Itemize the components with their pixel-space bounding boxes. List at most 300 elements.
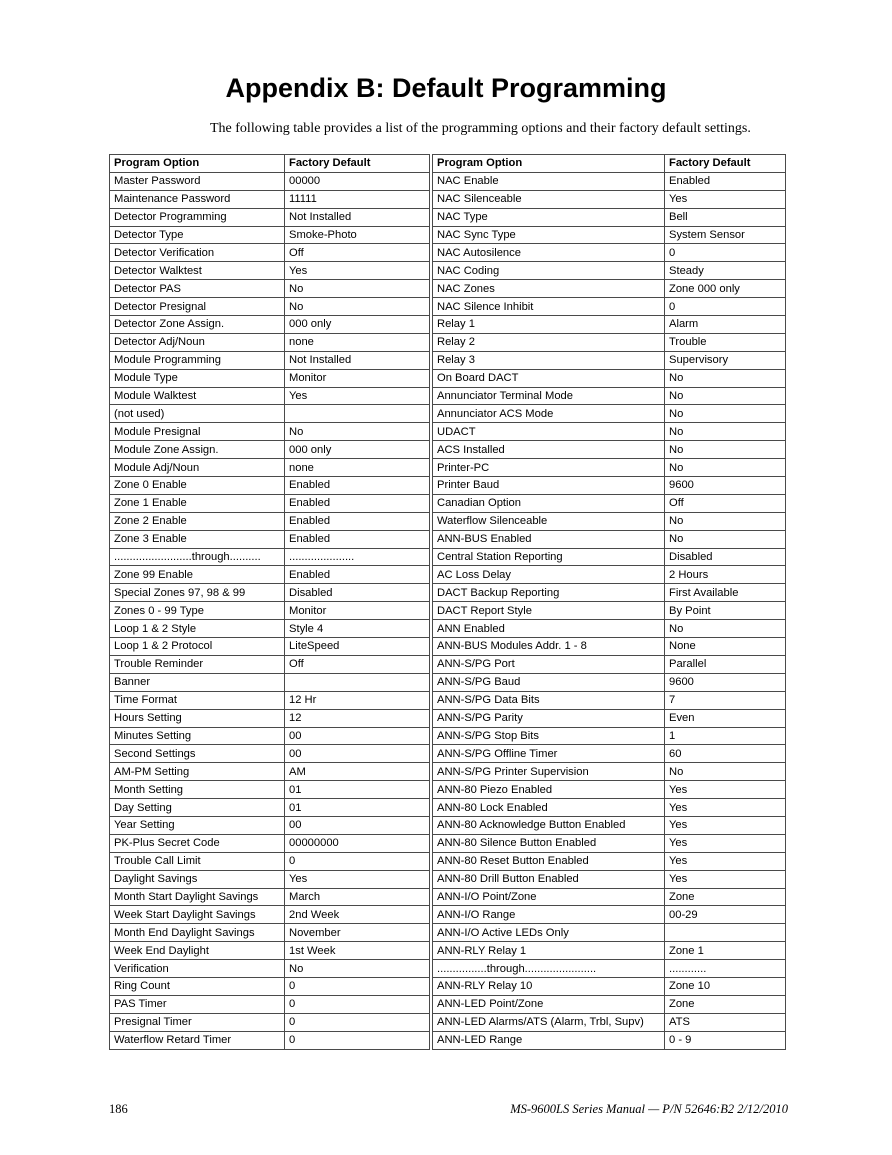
factory-default-cell: Yes (665, 816, 786, 834)
table-row (433, 1013, 786, 1031)
table-row (433, 566, 786, 584)
program-option-cell: ANN-I/O Active LEDs Only (433, 924, 665, 942)
program-option-cell: Relay 2 (433, 333, 665, 351)
factory-default-cell: None (665, 638, 786, 656)
factory-default-cell: Yes (285, 262, 430, 280)
factory-default-cell: 00 (285, 745, 430, 763)
table-row (110, 280, 430, 298)
program-option-cell: NAC Autosilence (433, 244, 665, 262)
table-header-row (433, 155, 786, 173)
program-option-cell: Daylight Savings (110, 870, 285, 888)
table-row (110, 745, 430, 763)
factory-default-cell: 9600 (665, 477, 786, 495)
program-option-cell: NAC Type (433, 208, 665, 226)
factory-default-cell: 1 (665, 727, 786, 745)
factory-default-cell: none (285, 459, 430, 477)
program-option-cell: UDACT (433, 423, 665, 441)
table-row (110, 512, 430, 530)
table-row (110, 655, 430, 673)
factory-default-cell: Enabled (285, 494, 430, 512)
program-option-cell: ANN-I/O Range (433, 906, 665, 924)
program-option-cell: ANN-S/PG Baud (433, 673, 665, 691)
program-option-cell: Month Setting (110, 781, 285, 799)
table-row (110, 924, 430, 942)
table-row (433, 709, 786, 727)
table-row (433, 405, 786, 423)
factory-default-cell: 11111 (285, 190, 430, 208)
program-option-cell: ANN-S/PG Stop Bits (433, 727, 665, 745)
program-option-cell: NAC Silenceable (433, 190, 665, 208)
table-row (110, 781, 430, 799)
factory-default-cell: 00 (285, 727, 430, 745)
factory-default-cell: 2nd Week (285, 906, 430, 924)
table-row (110, 709, 430, 727)
table-row (433, 673, 786, 691)
column-header-option: Program Option (110, 155, 285, 173)
factory-default-cell (665, 924, 786, 942)
table-row (110, 548, 430, 566)
default-programming-tables (109, 154, 785, 1049)
program-option-cell: NAC Enable (433, 172, 665, 190)
factory-default-cell: No (665, 441, 786, 459)
table-row (110, 244, 430, 262)
program-option-cell: Waterflow Silenceable (433, 512, 665, 530)
program-option-cell: Month End Daylight Savings (110, 924, 285, 942)
program-option-cell: Week Start Daylight Savings (110, 906, 285, 924)
table-row (433, 459, 786, 477)
table-row (110, 1013, 430, 1031)
factory-default-cell: Yes (285, 870, 430, 888)
table-row (110, 459, 430, 477)
factory-default-cell: No (665, 530, 786, 548)
program-option-cell: ANN-I/O Point/Zone (433, 888, 665, 906)
program-option-cell: Zone 99 Enable (110, 566, 285, 584)
program-option-cell: Month Start Daylight Savings (110, 888, 285, 906)
table-row (433, 316, 786, 334)
factory-default-cell: Even (665, 709, 786, 727)
program-option-cell: Second Settings (110, 745, 285, 763)
program-option-cell: ANN-80 Drill Button Enabled (433, 870, 665, 888)
program-option-cell: Week End Daylight (110, 942, 285, 960)
factory-default-cell: 00-29 (665, 906, 786, 924)
program-option-cell: ANN-BUS Modules Addr. 1 - 8 (433, 638, 665, 656)
factory-default-cell: Alarm (665, 316, 786, 334)
table-row (433, 977, 786, 995)
factory-default-cell: 0 (665, 298, 786, 316)
program-option-cell: ANN-RLY Relay 1 (433, 942, 665, 960)
program-option-cell: ANN-S/PG Parity (433, 709, 665, 727)
table-row (110, 494, 430, 512)
defaults-table-right (432, 154, 786, 1050)
factory-default-cell: No (665, 459, 786, 477)
table-row (433, 548, 786, 566)
table-row (433, 423, 786, 441)
factory-default-cell: Enabled (285, 530, 430, 548)
table-row (433, 584, 786, 602)
table-row (110, 584, 430, 602)
table-row (433, 799, 786, 817)
factory-default-cell: Yes (665, 870, 786, 888)
factory-default-cell: Off (665, 494, 786, 512)
program-option-cell: Trouble Reminder (110, 655, 285, 673)
table-row (433, 924, 786, 942)
table-row (433, 369, 786, 387)
table-row (433, 691, 786, 709)
factory-default-cell: Disabled (285, 584, 430, 602)
program-option-cell: Central Station Reporting (433, 548, 665, 566)
factory-default-cell: First Available (665, 584, 786, 602)
table-row (433, 512, 786, 530)
table-row (433, 280, 786, 298)
table-row (110, 316, 430, 334)
factory-default-cell: Monitor (285, 602, 430, 620)
program-option-cell: ANN-80 Acknowledge Button Enabled (433, 816, 665, 834)
program-option-cell: Ring Count (110, 977, 285, 995)
factory-default-cell: 00 (285, 816, 430, 834)
factory-default-cell: Off (285, 244, 430, 262)
factory-default-cell: 7 (665, 691, 786, 709)
table-row (110, 799, 430, 817)
table-row (433, 172, 786, 190)
table-row (433, 995, 786, 1013)
program-option-cell: ANN-S/PG Port (433, 655, 665, 673)
factory-default-cell: Yes (665, 834, 786, 852)
factory-default-cell: 0 (285, 1013, 430, 1031)
program-option-cell: Module Programming (110, 351, 285, 369)
factory-default-cell: 00000 (285, 172, 430, 190)
factory-default-cell: Yes (665, 190, 786, 208)
program-option-cell: ANN-LED Point/Zone (433, 995, 665, 1013)
program-option-cell: AM-PM Setting (110, 763, 285, 781)
table-row (110, 977, 430, 995)
factory-default-cell: November (285, 924, 430, 942)
table-row (110, 763, 430, 781)
factory-default-cell: AM (285, 763, 430, 781)
factory-default-cell: Enabled (665, 172, 786, 190)
factory-default-cell: Enabled (285, 566, 430, 584)
table-row (433, 745, 786, 763)
program-option-cell: Loop 1 & 2 Protocol (110, 638, 285, 656)
table-row (433, 870, 786, 888)
factory-default-cell: Disabled (665, 548, 786, 566)
program-option-cell: Trouble Call Limit (110, 852, 285, 870)
factory-default-cell: 12 (285, 709, 430, 727)
program-option-cell: AC Loss Delay (433, 566, 665, 584)
factory-default-cell: 0 - 9 (665, 1031, 786, 1049)
factory-default-cell: No (665, 369, 786, 387)
program-option-cell: Module Adj/Noun (110, 459, 285, 477)
factory-default-cell: ATS (665, 1013, 786, 1031)
table-row (433, 298, 786, 316)
table-row (110, 423, 430, 441)
program-option-cell: Detector Zone Assign. (110, 316, 285, 334)
program-option-cell: ACS Installed (433, 441, 665, 459)
table-row (433, 763, 786, 781)
program-option-cell: DACT Report Style (433, 602, 665, 620)
factory-default-cell: ..................... (285, 548, 430, 566)
table-row (433, 262, 786, 280)
factory-default-cell: Smoke-Photo (285, 226, 430, 244)
program-option-cell: PK-Plus Secret Code (110, 834, 285, 852)
factory-default-cell: LiteSpeed (285, 638, 430, 656)
column-header-default: Factory Default (665, 155, 786, 173)
program-option-cell: ................through....................... (433, 960, 665, 978)
factory-default-cell: Trouble (665, 333, 786, 351)
table-row (110, 673, 430, 691)
table-row (433, 781, 786, 799)
table-row (433, 494, 786, 512)
table-row (110, 870, 430, 888)
program-option-cell: Module Zone Assign. (110, 441, 285, 459)
table-row (110, 852, 430, 870)
program-option-cell: PAS Timer (110, 995, 285, 1013)
program-option-cell: Minutes Setting (110, 727, 285, 745)
table-row (433, 333, 786, 351)
table-row (110, 298, 430, 316)
table-row (110, 441, 430, 459)
factory-default-cell: By Point (665, 602, 786, 620)
program-option-cell: Module Walktest (110, 387, 285, 405)
program-option-cell: ANN-LED Alarms/ATS (Alarm, Trbl, Supv) (433, 1013, 665, 1031)
program-option-cell: ANN-S/PG Printer Supervision (433, 763, 665, 781)
program-option-cell: Canadian Option (433, 494, 665, 512)
factory-default-cell: 9600 (665, 673, 786, 691)
program-option-cell: Presignal Timer (110, 1013, 285, 1031)
factory-default-cell: No (285, 298, 430, 316)
program-option-cell: Zones 0 - 99 Type (110, 602, 285, 620)
table-row (110, 333, 430, 351)
factory-default-cell: Zone (665, 888, 786, 906)
table-row (433, 834, 786, 852)
program-option-cell: Printer-PC (433, 459, 665, 477)
program-option-cell: ANN-80 Lock Enabled (433, 799, 665, 817)
program-option-cell: Annunciator Terminal Mode (433, 387, 665, 405)
program-option-cell: Zone 0 Enable (110, 477, 285, 495)
table-row (110, 816, 430, 834)
table-row (110, 208, 430, 226)
table-row (433, 852, 786, 870)
program-option-cell: .........................through.......... (110, 548, 285, 566)
factory-default-cell: No (285, 423, 430, 441)
factory-default-cell: 000 only (285, 316, 430, 334)
program-option-cell: Relay 3 (433, 351, 665, 369)
table-row (110, 405, 430, 423)
factory-default-cell (285, 405, 430, 423)
program-option-cell: ANN-BUS Enabled (433, 530, 665, 548)
factory-default-cell: 000 only (285, 441, 430, 459)
program-option-cell: ANN-80 Piezo Enabled (433, 781, 665, 799)
program-option-cell: Loop 1 & 2 Style (110, 620, 285, 638)
factory-default-cell: Supervisory (665, 351, 786, 369)
defaults-table-left (109, 154, 430, 1050)
program-option-cell: NAC Sync Type (433, 226, 665, 244)
program-option-cell: Special Zones 97, 98 & 99 (110, 584, 285, 602)
factory-default-cell: 00000000 (285, 834, 430, 852)
program-option-cell: Verification (110, 960, 285, 978)
table-row (110, 727, 430, 745)
program-option-cell: Detector Presignal (110, 298, 285, 316)
program-option-cell: Annunciator ACS Mode (433, 405, 665, 423)
factory-default-cell: Monitor (285, 369, 430, 387)
factory-default-cell: No (665, 512, 786, 530)
factory-default-cell: 01 (285, 781, 430, 799)
program-option-cell: ANN-S/PG Offline Timer (433, 745, 665, 763)
table-row (110, 691, 430, 709)
program-option-cell: Master Password (110, 172, 285, 190)
factory-default-cell: none (285, 333, 430, 351)
intro-paragraph: The following table provides a list of the programming options and their factory default settings. (210, 121, 751, 136)
factory-default-cell: 0 (285, 977, 430, 995)
table-row (110, 351, 430, 369)
table-row (433, 351, 786, 369)
table-row (110, 530, 430, 548)
program-option-cell: Detector Programming (110, 208, 285, 226)
factory-default-cell: Zone 1 (665, 942, 786, 960)
program-option-cell: NAC Silence Inhibit (433, 298, 665, 316)
program-option-cell: ANN Enabled (433, 620, 665, 638)
table-row (433, 387, 786, 405)
program-option-cell: Zone 2 Enable (110, 512, 285, 530)
factory-default-cell: Parallel (665, 655, 786, 673)
page-title: Appendix B: Default Programming (225, 73, 667, 103)
factory-default-cell: Yes (665, 799, 786, 817)
table-row (433, 226, 786, 244)
table-row (433, 244, 786, 262)
table-header-row (110, 155, 430, 173)
program-option-cell: Detector Verification (110, 244, 285, 262)
factory-default-cell: Not Installed (285, 208, 430, 226)
table-row (110, 477, 430, 495)
table-row (110, 906, 430, 924)
program-option-cell: Zone 1 Enable (110, 494, 285, 512)
program-option-cell: (not used) (110, 405, 285, 423)
factory-default-cell: Yes (665, 852, 786, 870)
factory-default-cell: 0 (665, 244, 786, 262)
factory-default-cell: No (665, 423, 786, 441)
table-row (433, 655, 786, 673)
column-header-option: Program Option (433, 155, 665, 173)
factory-default-cell: Zone 000 only (665, 280, 786, 298)
factory-default-cell: System Sensor (665, 226, 786, 244)
factory-default-cell: No (285, 960, 430, 978)
factory-default-cell: 60 (665, 745, 786, 763)
table-row (110, 995, 430, 1013)
table-row (433, 906, 786, 924)
factory-default-cell: 0 (285, 1031, 430, 1049)
table-row (433, 530, 786, 548)
program-option-cell: NAC Coding (433, 262, 665, 280)
factory-default-cell: 2 Hours (665, 566, 786, 584)
factory-default-cell: Yes (285, 387, 430, 405)
program-option-cell: DACT Backup Reporting (433, 584, 665, 602)
table-row (433, 727, 786, 745)
program-option-cell: ANN-80 Reset Button Enabled (433, 852, 665, 870)
program-option-cell: ANN-80 Silence Button Enabled (433, 834, 665, 852)
factory-default-cell: ............ (665, 960, 786, 978)
table-row (110, 190, 430, 208)
table-row (433, 190, 786, 208)
program-option-cell: Year Setting (110, 816, 285, 834)
program-option-cell: Printer Baud (433, 477, 665, 495)
table-row (433, 816, 786, 834)
factory-default-cell (285, 673, 430, 691)
program-option-cell: NAC Zones (433, 280, 665, 298)
table-row (433, 208, 786, 226)
table-row (433, 942, 786, 960)
document-reference: MS-9600LS Series Manual — P/N 52646:B2 2/12/2010 (510, 1102, 788, 1116)
table-row (433, 1031, 786, 1049)
factory-default-cell: March (285, 888, 430, 906)
factory-default-cell: No (665, 387, 786, 405)
program-option-cell: Detector Type (110, 226, 285, 244)
table-row (110, 888, 430, 906)
factory-default-cell: 01 (285, 799, 430, 817)
factory-default-cell: Enabled (285, 477, 430, 495)
factory-default-cell: No (665, 763, 786, 781)
factory-default-cell: Enabled (285, 512, 430, 530)
factory-default-cell: Bell (665, 208, 786, 226)
table-row (110, 566, 430, 584)
factory-default-cell: Not Installed (285, 351, 430, 369)
program-option-cell: Module Type (110, 369, 285, 387)
program-option-cell: Relay 1 (433, 316, 665, 334)
table-row (110, 638, 430, 656)
program-option-cell: Module Presignal (110, 423, 285, 441)
factory-default-cell: 1st Week (285, 942, 430, 960)
factory-default-cell: 0 (285, 995, 430, 1013)
program-option-cell: Detector Adj/Noun (110, 333, 285, 351)
factory-default-cell: Steady (665, 262, 786, 280)
program-option-cell: Day Setting (110, 799, 285, 817)
table-row (110, 172, 430, 190)
program-option-cell: ANN-LED Range (433, 1031, 665, 1049)
factory-default-cell: Yes (665, 781, 786, 799)
program-option-cell: Zone 3 Enable (110, 530, 285, 548)
table-row (110, 226, 430, 244)
table-row (110, 942, 430, 960)
factory-default-cell: Off (285, 655, 430, 673)
table-row (433, 620, 786, 638)
table-row (433, 960, 786, 978)
table-row (110, 960, 430, 978)
table-row (433, 888, 786, 906)
factory-default-cell: 0 (285, 852, 430, 870)
program-option-cell: Waterflow Retard Timer (110, 1031, 285, 1049)
page-number: 186 (109, 1102, 128, 1116)
factory-default-cell: No (285, 280, 430, 298)
program-option-cell: Time Format (110, 691, 285, 709)
table-row (110, 834, 430, 852)
program-option-cell: Detector Walktest (110, 262, 285, 280)
table-row (433, 477, 786, 495)
factory-default-cell: Style 4 (285, 620, 430, 638)
program-option-cell: ANN-S/PG Data Bits (433, 691, 665, 709)
column-header-default: Factory Default (285, 155, 430, 173)
table-row (110, 387, 430, 405)
factory-default-cell: No (665, 620, 786, 638)
program-option-cell: Maintenance Password (110, 190, 285, 208)
program-option-cell: Hours Setting (110, 709, 285, 727)
program-option-cell: ANN-RLY Relay 10 (433, 977, 665, 995)
factory-default-cell: Zone 10 (665, 977, 786, 995)
factory-default-cell: No (665, 405, 786, 423)
table-row (110, 1031, 430, 1049)
table-row (110, 602, 430, 620)
program-option-cell: On Board DACT (433, 369, 665, 387)
table-row (433, 602, 786, 620)
table-row (110, 620, 430, 638)
table-row (110, 369, 430, 387)
